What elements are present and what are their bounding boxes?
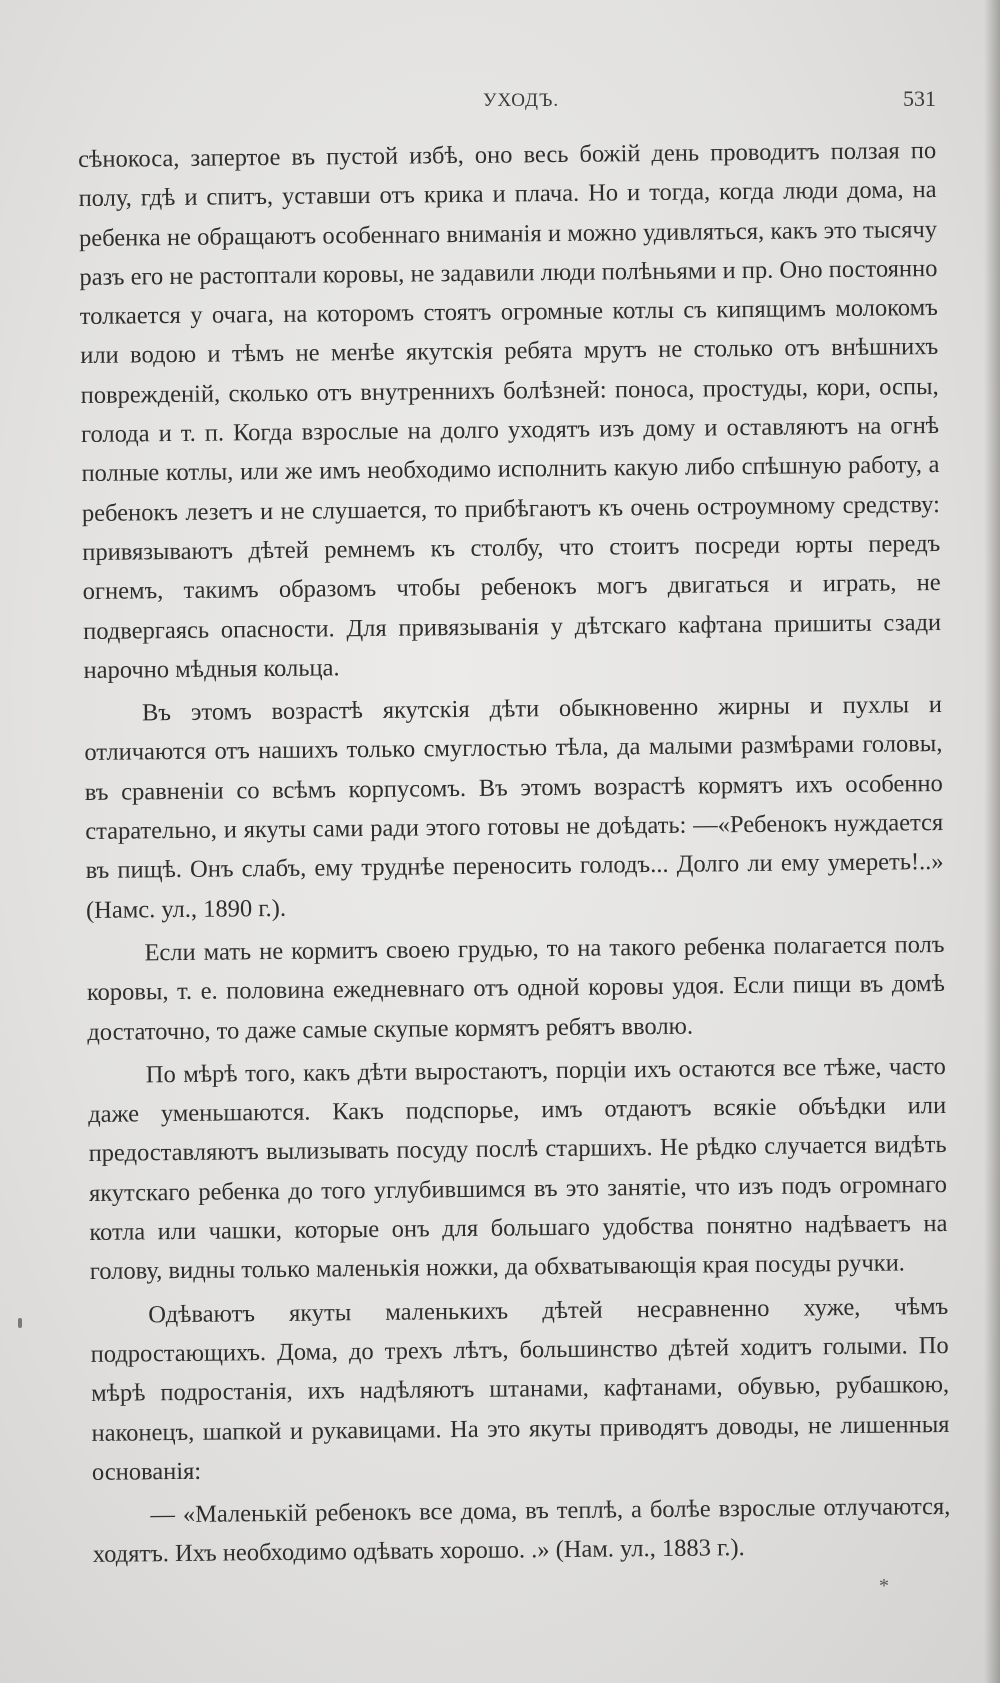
paragraph-6: — «Маленькій ребенокъ все дома, въ теплѣ, а болѣе взрослые отлучаются, ходятъ. Ихъ необходимо одѣвать хорошо. .» (Нам. ул., 1883 г.). xyxy=(92,1493,951,1569)
running-title: УХОДЪ. xyxy=(483,90,560,111)
paragraph-3: Если мать не кормитъ своею грудью, то на такого ребенка полагается полъ коровы, т. е. половина ежедневнаго отъ одной коровы удоя. Если пищи въ домѣ достаточно, то даже самые скупые кормятъ ребятъ вволю. xyxy=(86,930,946,1046)
paragraph-1: сѣнокоса, запертое въ пустой избѣ, оно весь божій день проводитъ ползая по полу, гдѣ и спитъ, уставши отъ крика и плача. Но и тогда, когда люди дома, на ребенка не обращаютъ особеннаго вниманія и можно удивляться, какъ это тысячу разъ его не растоптали коровы, не задавили люди полѣньями и пр. Оно постоянно толкается у очага, на которомъ стоятъ огромные котлы съ кипящимъ молокомъ или водою и тѣмъ не менѣе якутскія ребята мрутъ не столько отъ внѣшнихъ поврежденій, сколько отъ внутреннихъ болѣзней: поноса, простуды, кори, оспы, голода и т. п. Когда взрослые на долго уходятъ изъ дому и оставляютъ на огнѣ полные котлы, или же имъ необходимо исполнить какую либо спѣшную работу, а ребенокъ лезетъ и не слушается, то прибѣгаютъ къ очень остроумному средству: привязываютъ дѣтей ремнемъ къ столбу, что стоитъ посреди юрты передъ огнемъ, такимъ образомъ чтобы ребенокъ могъ двигаться и играть, не подвергаясь опасности. Для привязыванія у дѣтскаго кафтана пришиты сзади нарочно мѣдныя кольца. xyxy=(78,137,942,684)
page-header xyxy=(78,86,936,116)
paragraph-2: Въ этомъ возрастѣ якутскія дѣти обыкновенно жирны и пухлы и отличаются отъ нашихъ только смуглостью тѣла, да малыми размѣрами головы, въ сравненіи со всѣмъ корпусомъ. Въ этомъ возрастѣ кормятъ ихъ особенно старательно, и якуты сами ради этого готовы не доѣдать: —«Ребенокъ нуждается въ пищѣ. Онъ слабъ, ему труднѣе переносить голодъ... Долго ли ему умереть!..» (Намс. ул., 1890 г.). xyxy=(84,691,944,924)
page-edge-shadow xyxy=(984,0,1000,1683)
paragraph-5: Одѣваютъ якуты маленькихъ дѣтей несравненно хуже, чѣмъ подростающихъ. Дома, до трехъ лѣтъ, большинство дѣтей ходитъ голыми. По мѣрѣ подростанія, ихъ надѣляютъ штанами, кафтанами, обувью, рубашкою, наконецъ, шапкой и рукавицами. На это якуты приводятъ доводы, не лишенныя основанія: xyxy=(90,1292,950,1486)
margin-mark xyxy=(18,1318,22,1328)
page-number: 531 xyxy=(903,86,936,111)
body-text xyxy=(78,131,951,1575)
footnote-asterisk: * xyxy=(879,1575,889,1597)
paragraph-4: По мѣрѣ того, какъ дѣти выростаютъ, порціи ихъ остаются все тѣже, часто даже уменьшаются. Какъ подспорье, имъ отдаютъ всякіе объѣдки или предоставляютъ вылизывать посуду послѣ старшихъ. Не рѣдко случается видѣть якутскаго ребенка до того углубившимся въ это занятіе, что изъ подъ огромнаго котла или чашки, которые онъ для большаго удобства понятно надѣваетъ на голову, видны только маленькія ножки, да обхватывающія края посуды ручки. xyxy=(88,1052,948,1286)
